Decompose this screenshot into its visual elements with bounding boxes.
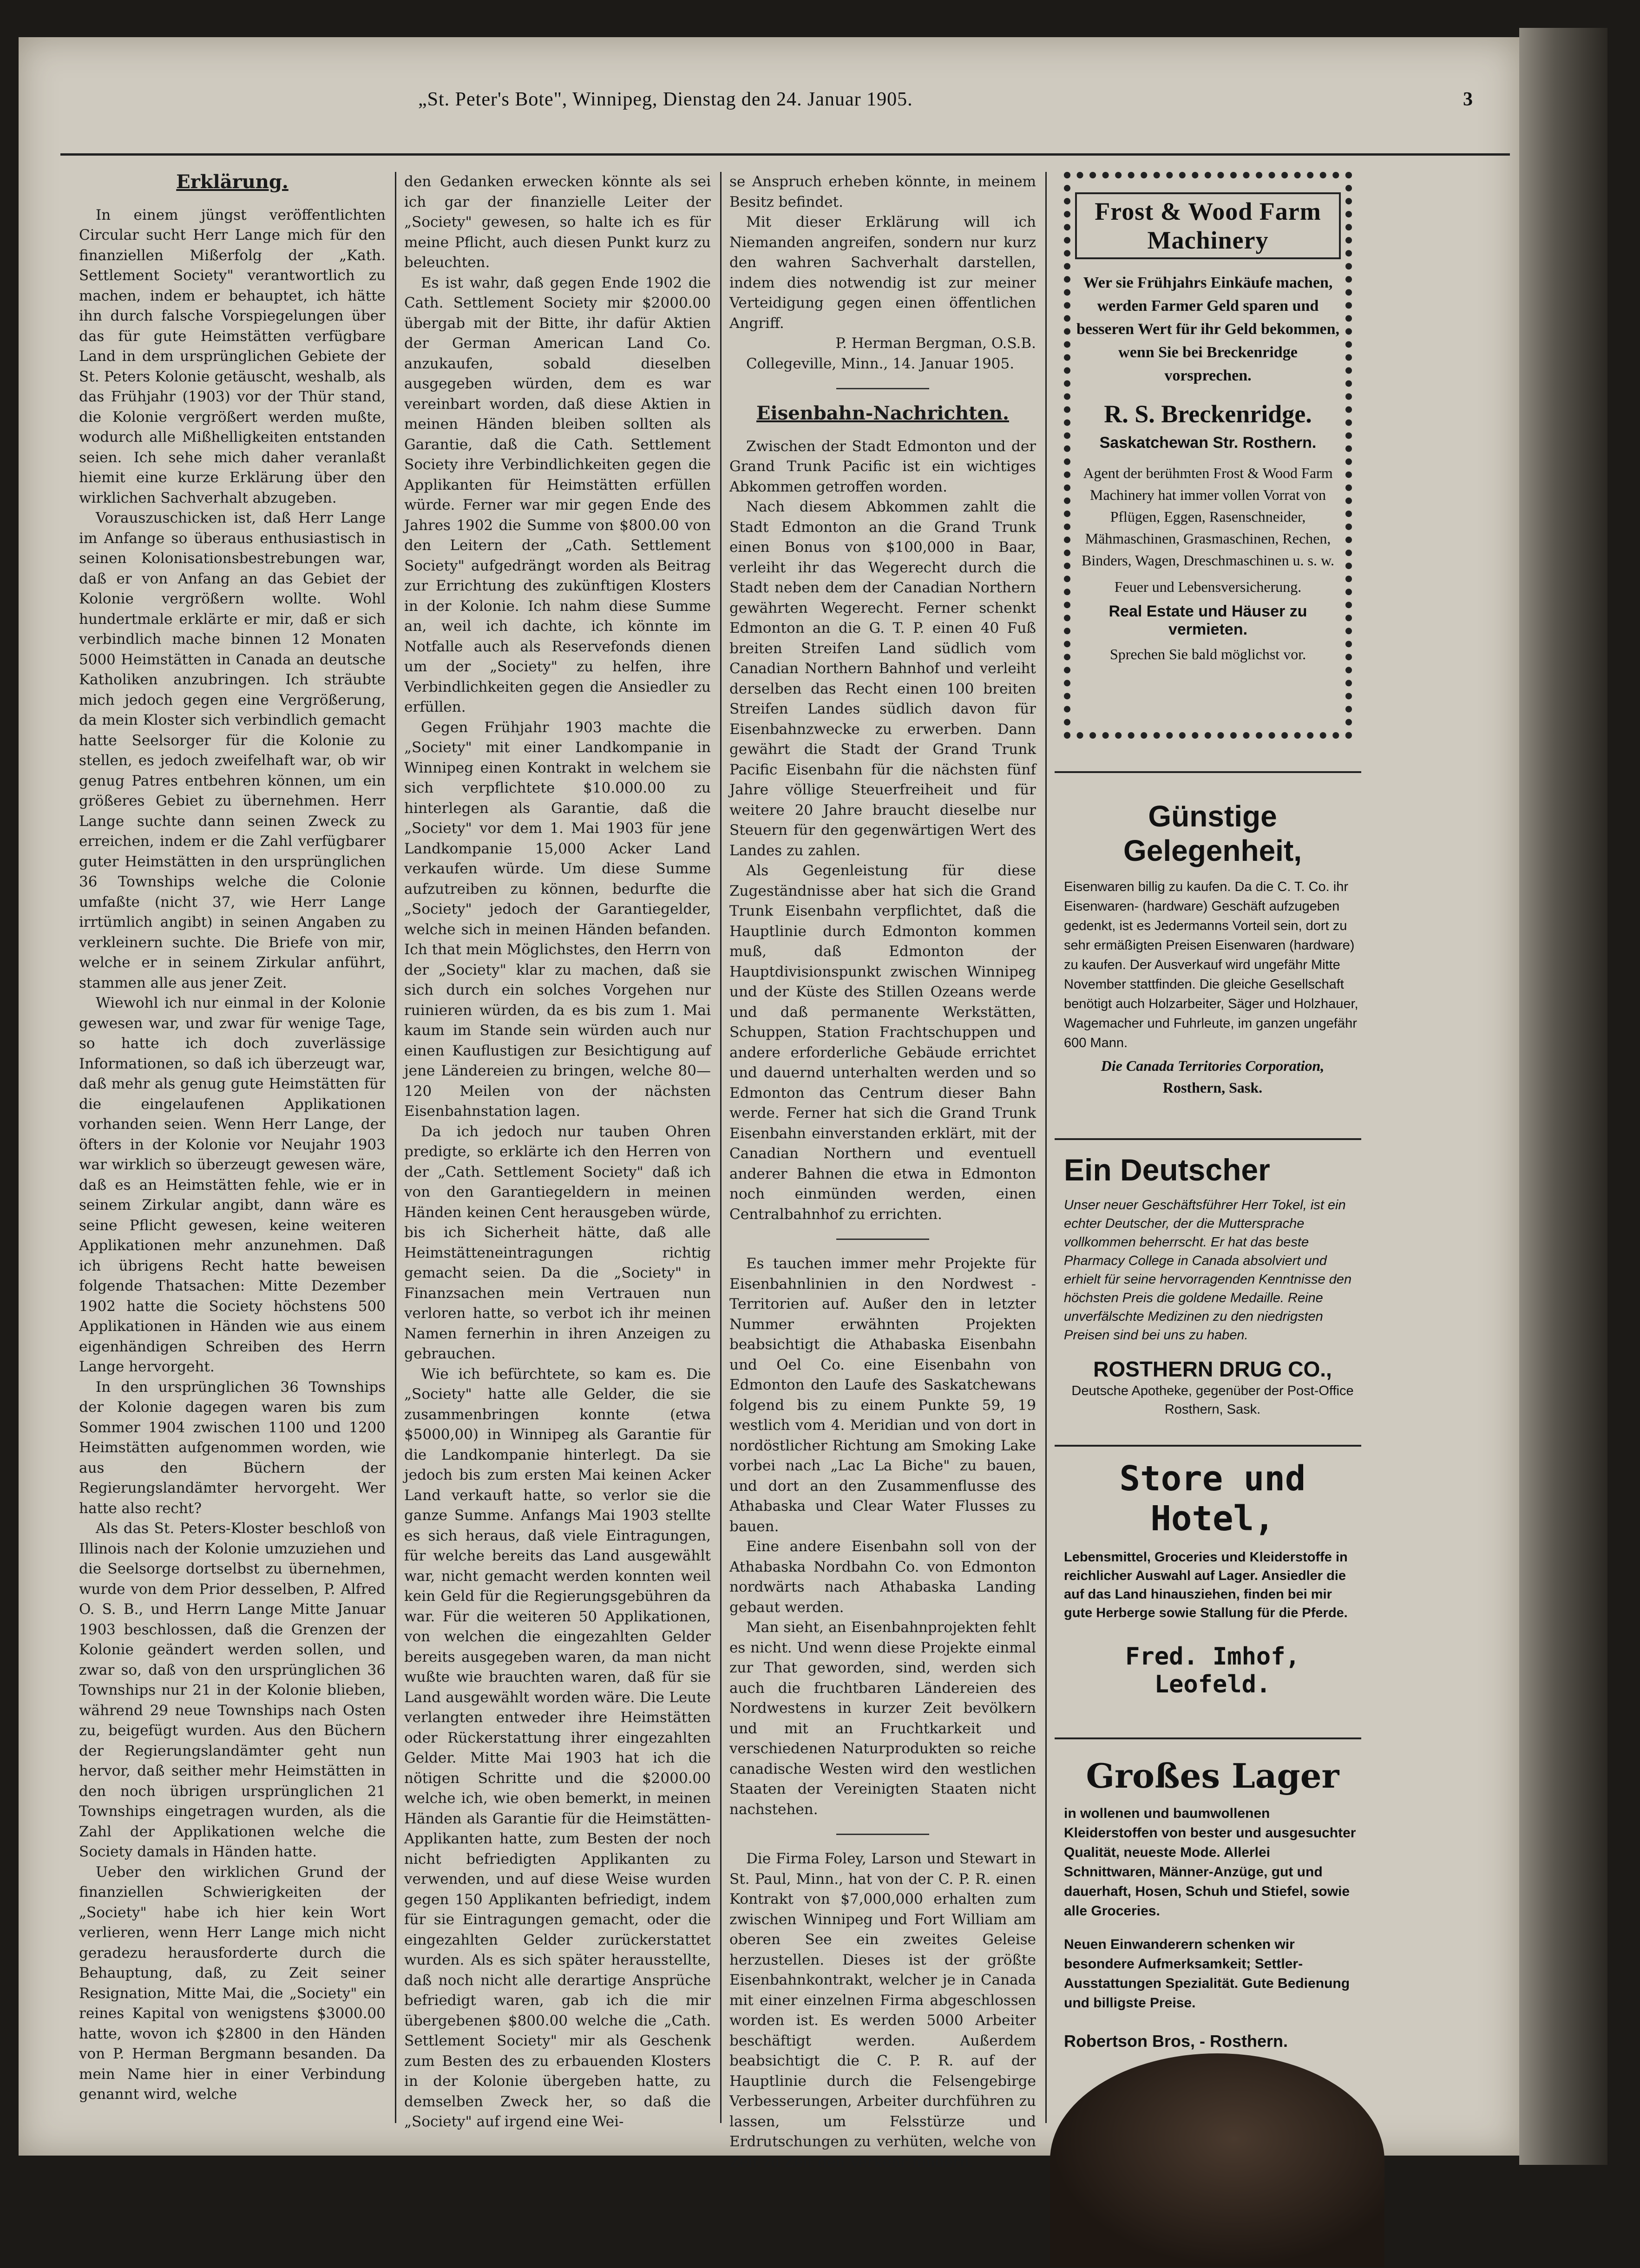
ad-name: R. S. Breckenridge. xyxy=(1104,400,1312,428)
paragraph: Mit dieser Erklärung will ich Niemanden angreifen, sondern nur kurz den wahren Sachverhalt darstellen, indem dies notwendig ist zur meiner Verteidigung gegen einen öffentlichen Angriff. xyxy=(729,214,1036,332)
paragraph: se Anspruch erheben könnte, in meinem Besitz befindet. xyxy=(729,173,1036,210)
column-rule-3 xyxy=(1045,172,1047,2123)
column-3 xyxy=(729,172,1036,2170)
ad-realestate: Real Estate und Häuser zu vermieten. xyxy=(1109,603,1307,638)
paragraph: Zwischen der Stadt Edmonton und der Grand Trunk Pacific ist ein wichtiges Abkommen getroffen worden. xyxy=(729,438,1036,495)
ad-title: Großes Lager xyxy=(1086,1756,1339,1796)
paragraph: In den ursprünglichen 36 Townships der Kolonie dagegen waren bis zum Sommer 1904 zwischen 1100 und 1200 Heimstätten aufgenommen worden, wie aus den Büchern der Regierungslandämter hervorgeht. Wer hatte also recht? xyxy=(79,1378,386,1517)
ad-company: Die Canada Territories Corporation, xyxy=(1101,1057,1325,1074)
ad-closing: Sprechen Sie bald möglichst vor. xyxy=(1109,646,1306,662)
ad-name: Robertson Bros, - Rosthern. xyxy=(1064,2032,1288,2051)
ad-name: Fred. Imhof, Leofeld. xyxy=(1125,1643,1300,1698)
ad-rule xyxy=(1055,1737,1361,1739)
ad-sub: Deutsche Apotheke, gegenüber der Post-Office Rosthern, Sask. xyxy=(1071,1383,1354,1417)
ad-text: Neuen Einwanderern schenken wir besondere Aufmerksamkeit; Settler-Ausstattungen Spezialität. Gute Bedienung und billigste Preise. xyxy=(1064,1937,1350,2011)
paragraph: Gegen Frühjahr 1903 machte die „Society" mit einer Landkompanie in Winnipeg einen Kontrakt in welchem sie sich verpflichtete $10.000.00 zu hinterlegen als Garantie, daß die „Society" vor dem 1. Mai 1903 für jene Landkompanie 15,000 Acker Land verkaufen würde. Um diese Summe aufzutreiben zu können, bedurfte die „Society" jedoch der Garantiegelder, welche sich in meinen Händen befanden. Ich that mein Möglichstes, den Herrn von der „Society" klar zu machen, daß sie sich durch ein solches Vorgehen nur ruinieren würden, da es bis zum 1. Mai kaum im Stande sein würden auch nur einen Kauflustigen zur Besichtigung auf jene Ländereien zu bringen, welche 80—120 Meilen von der nächsten Eisenbahnstation lagen. xyxy=(404,719,711,1120)
ad-address: Saskatchewan Str. Rosthern. xyxy=(1099,434,1317,452)
paragraph: In einem jüngst veröffentlichten Circular sucht Herr Lange mich für den finanziellen Mißerfolg der „Kath. Settlement Society" verantwortlich zu machen, indem er behauptet, ich hätte ihn durch falsche Vorspiegelungen über das für gute Heimstätten verfügbare Land in dem ursprünglichen Gebiete der St. Peters Kolonie getäuscht, weshalb, als das Frühjahr (1903) vor der Thür stand, die Kolonie vergrößert werden mußte, wodurch alle Mißhelligkeiten entstanden seien. Ich sehe mich daher veranlaßt hiemit eine kurze Erklärung über den wirklichen Sachverhalt abzugeben. xyxy=(79,206,386,506)
divider xyxy=(836,1239,929,1240)
paragraph: Wie ich befürchtete, so kam es. Die „Society" hatte alle Gelder, die sie zusammenbringen konnte (etwa $5000,00) in Winnipeg als Garantie für die Landkompanie hinterlegt. Da sie jedoch bis zum ersten Mai keinen Acker Land verkauft hatte, so verlor sie die ganze Summe. Anfangs Mai 1903 stellte es sich heraus, daß viele Eintragungen, für welche bereits das Land ausgewählt war, nicht gemacht werden konnten weil kein Geld für die Regierungsgebühren da war. Für die weiteren 50 Applikationen, von welchen die eingezahlten Gelder bereits ausgegeben waren, da man nicht wußte wie brauchten waren, daß für sie Land ausgewählt worden wäre. Die Leute verlangten entweder ihre Heimstätten oder Rückerstattung ihrer eingezahlten Gelder. Mitte Mai 1903 hat ich die nötigen Schritte und die $2000.00 welche ich, wie oben bemerkt, in meinen Händen als Garantie für die Heimstätten-Applikanten hatte, zum Besten der noch nicht befriedigten Applikanten zu verwenden, und auf diese Weise wurden gegen 150 Applikanten befriedigt, indem für sie Eintragungen gemacht, oder die eingezahlten Gelder zurückerstattet wurden. Als es sich später herausstellte, daß noch nicht alle derartige Ansprüche befriedigt waren, gab ich die mir übergebenen $800.00 welche die „Cath. Settlement Society" mir als Geschenk zum Besten des zu erbauenden Klosters in der Kolonie übergeben hatte, zu demselben Zweck her, so daß die „Society" auf irgend eine Wei- xyxy=(404,1365,711,2130)
paragraph: Die Firma Foley, Larson und Stewart in St. Paul, Minn., hat von der C. P. R. einen Kontrakt von $7,000,000 erhalten zum zwischen Winnipeg und Fort William am oberen See ein zweites Geleise herzustellen. Dieses ist der größte Eisenbahnkontrakt, welcher je in Canada mit einer einzelnen Firma abgeschlossen worden ist. Es werden 5000 Arbeiter beschäftigt werden. Außerdem beabsichtigt die C. P. R. auf der Hauptlinie durch die Felsengebirge Verbesserungen, Arbeiter durchführen zu lassen, um Felsstürze und Erdrutschungen zu verhüten, welche von Zeit zu Zeit den Verkehr hindern. xyxy=(729,1850,1036,2170)
masthead xyxy=(418,88,1487,121)
paragraph: Da ich jedoch nur tauben Ohren predigte, so erklärte ich den Herren von der „Cath. Settlement Society" daß ich von den Garantiegeldern in meinen Händen keinen Cent herausgeben würde, bis ich Sicherheit hätte, daß alle Heimstätteneintragungen richtig gemacht seien. Da die „Society" in Finanzsachen mein Vertrauen nun verloren hatte, so verbot ich ihr meinen Namen fernerhin in ihren Anzeigen zu gebrauchen. xyxy=(404,1123,711,1362)
ad-title: Frost & Wood Farm Machinery xyxy=(1075,192,1341,259)
ad-grosses-lager xyxy=(1064,1756,1361,2051)
column-2 xyxy=(404,172,711,2130)
signature: P. Herman Bergman, O.S.B. xyxy=(835,335,1036,352)
ad-title: Günstige Gelegenheit, xyxy=(1123,800,1302,867)
ad-guenstige-gelegenheit xyxy=(1064,799,1361,1096)
paragraph: Man sieht, an Eisenbahnprojekten fehlt es nicht. Und wenn diese Projekte einmal zur That geworden, sind, werden sich auch die fruchtbaren Ländereien des Nordwestens in kurzer Zeit bevölkern und mit an Fruchtkarkeit und verschiedenen Naturprodukten so reiche canadische Westen wird den westlichen Staaten der Vereinigten Staaten nicht nachstehen. xyxy=(729,1619,1036,1818)
ad-ein-deutscher xyxy=(1064,1152,1361,1419)
column-rule-1 xyxy=(395,172,396,2123)
paragraph: Nach diesem Abkommen zahlt die Stadt Edmonton an die Grand Trunk einen Bonus von $100,000 in Baar, verleiht ihr das Wegerecht durch die Stadt neben dem der Canadian Northern gewährten Wegerecht. Ferner schenkt Edmonton an die G. T. P. einen 40 Fuß breiten Streifen Land südlich vom Canadian Northern Bahnhof und verleiht derselben das Recht einen 100 breiten Streifen Landes südlich davon für Eisenbahnzwecke zu erwerben. Dann gewährt die Stadt der Grand Trunk Pacific Eisenbahn für die nächsten fünf Jahre völlige Steuerfreiheit und für weitere 20 Jahre braucht dieselbe nur Steuern für den gegenwärtigen Wert des Landes zu zahlen. xyxy=(729,498,1036,859)
ad-title: Ein Deutscher xyxy=(1064,1153,1270,1187)
divider xyxy=(836,388,929,389)
page-number: 3 xyxy=(1463,89,1473,110)
ad-insurance: Feuer und Lebensversicherung. xyxy=(1114,578,1302,595)
ad-rule xyxy=(1055,1138,1361,1140)
signature-place: Collegeville, Minn., 14. Januar 1905. xyxy=(746,355,1015,372)
ad-frost-wood xyxy=(1064,172,1352,739)
divider xyxy=(836,1834,929,1835)
thumb-shadow xyxy=(1050,2053,1384,2267)
ad-name: ROSTHERN DRUG CO., xyxy=(1093,1357,1332,1381)
paragraph: Eine andere Eisenbahn soll von der Athabaska Nordbahn Co. von Edmonton nordwärts nach Athabaska Landing gebaut werden. xyxy=(729,1538,1036,1616)
paragraph: den Gedanken erwecken könnte als sei ich gar der finanzielle Leiter der „Society" gewesen, so halte ich es für meine Pflicht, auch diesen Punkt kurz zu beleuchten. xyxy=(404,173,711,271)
ad-text: Wer sie Frühjahrs Einkäufe machen, werden Farmer Geld sparen und besseren Wert für ihr Geld bekommen, wenn Sie bei Breckenridge vorsprechen. xyxy=(1076,274,1340,384)
ad-text: Eisenwaren billig zu kaufen. Da die C. T. Co. ihr Eisenwaren- (hardware) Geschäft aufzugeben gedenkt, ist es Jedermanns Vorteil sein, dort zu sehr ermäßigten Preisen Eisenwaren (hardware) zu kaufen. Der Ausverkauf wird ungefähr Mitte November stattfinden. Die gleiche Gesellschaft benötigt auch Holzarbeiter, Säger und Holzhauer, Wagemacher und Fuhrleute, im ganzen ungefähr 600 Mann. xyxy=(1064,879,1358,1050)
ad-text: in wollenen und baumwollenen Kleiderstoffen von bester und ausgesuchter Qualität, neueste Mode. Allerlei Schnittwaren, Männer-Anzüge, gut und dauerhaft, Hosen, Schuh und Stiefel, sowie alle Groceries. xyxy=(1064,1806,1356,1919)
ad-store-und-hotel xyxy=(1064,1459,1361,1698)
paragraph: Ueber den wirklichen Grund der finanziellen Schwierigkeiten der „Society" habe ich hier kein Wort verlieren, wenn Herr Lange mich nicht geradezu herausforderte durch die Behauptung, daß, zu Zeit seiner Resignation, Mitte Mai, die „Society" ein reines Kapital von wenigstens $3000.00 hatte, wovon ich $2800 in den Händen von P. Herman Bergmann besanden. Da mein Name hier in einer Verbindung genannt wird, welche xyxy=(79,1863,386,2103)
paragraph: Es ist wahr, daß gegen Ende 1902 die Cath. Settlement Society mir $2000.00 übergab mit der Bitte, ihr dafür Aktien der German American Land Co. anzukaufen, sobald dieselben ausgegeben würden, dem es war vereinbart worden, daß diese Aktien in meinen Händen bleiben sollten als Garantie, daß die Cath. Settlement Society ihre Verbindlichkeiten gegen die Applikanten für Heimstätten erfüllen würde. Ferner war mir gegen Ende des Jahres 1902 die Summe von $800.00 von den Leitern der „Cath. Settlement Society" aufgedrängt worden als Beitrag zur Errichtung des zukünftigen Klosters in der Kolonie. Ich nahm diese Summe an, weil ich dachte, ich könnte im Notfalle auch als Reservefonds dienen um der „Society" zu helfen, ihre Verbindlichkeiten gegen die Ansiedler zu erfüllen. xyxy=(404,274,711,715)
column-rule-2 xyxy=(720,172,722,2123)
ad-rule xyxy=(1055,1445,1361,1447)
ad-rule xyxy=(1055,771,1361,773)
ad-text: Lebensmittel, Groceries und Kleiderstoffe in reichlicher Auswahl auf Lager. Ansiedler die auf das Land hinausziehen, finden bei mir gute Herberge sowie Stallung für die Pferde. xyxy=(1064,1550,1348,1620)
paragraph: Als das St. Peters-Kloster beschloß von Illinois nach der Kolonie umzuziehen und die Seelsorge dortselbst zu übernehmen, wurde von dem Prior desselben, P. Alfred O. S. B., und Herrn Lange Mitte Januar 1903 beschlossen, daß die Grenzen der Kolonie geändert werden sollen, und zwar so, daß von den ursprünglichen 36 Townships nur 21 in der Kolonie blieben, während 29 neue Townships nach Osten zu, beigefügt wurden. Aus den Büchern der Regierungslandämter geht nun hervor, daß seither mehr Heimstätten in den noch übrigen ursprünglichen 21 Townships eingetragen wurden, als die Zahl der Applikationen welche die Society damals in Händen hatte. xyxy=(79,1520,386,1860)
column-1 xyxy=(79,172,386,2123)
ad-place: Rosthern, Sask. xyxy=(1162,1079,1263,1096)
article-heading-eisenbahn: Eisenbahn-Nachrichten. xyxy=(756,402,1009,424)
ad-text: Unser neuer Geschäftsführer Herr Tokel, ist ein echter Deutscher, der die Muttersprache vollkommen beherrscht. Er hat das beste Pharmacy College in Canada absolviert und erhielt für seine hervorragenden Kenntnisse den höchsten Preis die goldene Medaille. Reine unverfälschte Medizinen zu den niedrigsten Preisen sind bei uns zu haben. xyxy=(1064,1198,1352,1343)
ad-body: Agent der berühmten Frost & Wood Farm Machinery hat immer vollen Vorrat von Pflügen, Eggen, Rasenschneider, Mähmaschinen, Grasmaschinen, Rechen, Binders, Wagen, Dreschmaschinen u. s. w. xyxy=(1082,465,1334,569)
masthead-rule xyxy=(60,153,1510,156)
paragraph: Wiewohl ich nur einmal in der Kolonie gewesen war, und zwar für wenige Tage, so hatte ich doch zuverlässige Informationen, so daß ich überzeugt war, daß mehr als genug gute Heimstätten für die eingelaufenen Applikationen vorhanden seien. Wenn Herr Lange, der öfters in der Kolonie vor Neujahr 1903 war wirklich so überzeugt gewesen wäre, daß es an Heimstätten fehle, wie er in seinem Zirkular angibt, dann wäre es seine Pflicht gewesen, keine weiteren Applikationen mehr anzunehmen. Daß ich übrigens Recht hatte beweisen folgende Thatsachen: Mitte Dezember 1902 hatte die Society höchstens 500 Applikationen in Händen wie aus einem eigenhändigen Schreiben des Herrn Lange hervorgeht. xyxy=(79,995,386,1375)
page-edge xyxy=(1519,28,1607,2165)
article-heading-erklaerung: Erklärung. xyxy=(176,171,289,193)
paragraph: Vorauszuschicken ist, daß Herr Lange im Anfange so überaus enthusiastisch in seinen Kolonisationsbestrebungen war, daß er von Anfang an das Gebiet der Kolonie vergrößern wollte. Wohl hundertmale erklärte er mir, daß er sich verbindlich mache binnen 12 Monaten 5000 Heimstätten in Canada an deutsche Katholiken anzubringen. Ich sträubte mich jedoch gegen eine Vergrößerung, da mein Kloster sich verbindlich gemacht hatte Seelsorger für die Kolonie zu stellen, es jedoch zweifelhaft war, ob wir genug Patres entbehren können, um ein größeres Gebiet zu übernehmen. Herr Lange suchte dann seinen Zweck zu erreichen, indem er die Zahl verfügbarer guter Heimstätten in den ursprünglichen 36 Townships welche die Colonie umfaßte (nicht 37, wie Herr Lange irrtümlich angibt) in seinen Angaben zu verkleinern suchte. Die Briefe von mir, welche er in seinem Zirkular anführt, stammen alle aus jener Zeit. xyxy=(79,510,386,991)
paragraph: Als Gegenleistung für diese Zugeständnisse aber hat sich die Grand Trunk Eisenbahn verpflichtet, daß die Hauptlinie durch Edmonton kommen muß, daß Edmonton der Hauptdivisionspunkt zwischen Winnipeg und der Küste des Stillen Ozeans werde und daß permanente Werkstätten, Schuppen, Station Frachtschuppen und andere erforderliche Gebäude errichtet und dauernd unterhalten werden und so Edmonton das Centrum dieser Bahn werde. Ferner hat sich die Grand Trunk Eisenbahn einverstanden erklärt, mit der Canadian Northern und eventuell anderer Bahnen die etwa in Edmonton noch einmünden werden, einen Centralbahnhof zu errichten. xyxy=(729,862,1036,1223)
ad-title: Store und Hotel, xyxy=(1119,1459,1306,1539)
masthead-title: „St. Peter's Bote", Winnipeg, Dienstag den 24. Januar 1905. xyxy=(418,89,913,110)
paragraph: Es tauchen immer mehr Projekte für Eisenbahnlinien in den Nordwest - Territorien auf. Außer den in letzter Nummer erwähnten Projekten beabsichtigt die Athabaska Eisenbahn und Oel Co. eine Eisenbahn von Edmonton den Laufe des Saskatchewans folgend bis zu einem Punkte 59, 19 westlich vom 4. Meridian und von dort in nordöstlicher Richtung am Smoking Lake vorbei nach „Lac La Biche" zu bauen, und dort an den Zusammenflusse des Athabaska und Clear Water Flusses zu bauen. xyxy=(729,1255,1036,1535)
